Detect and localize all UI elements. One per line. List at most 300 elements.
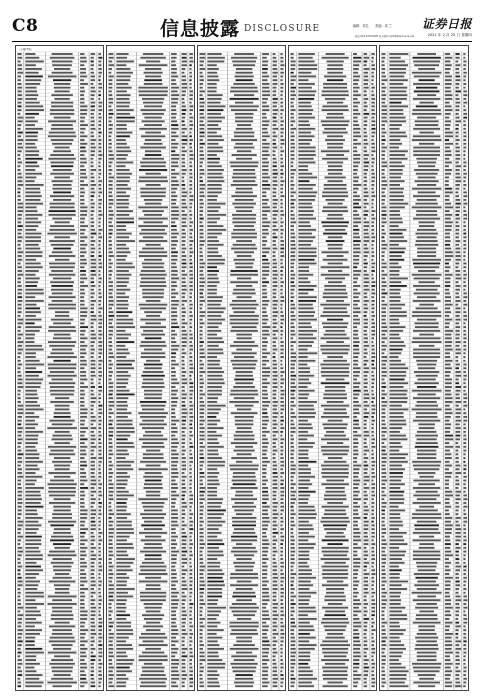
table-cell-text <box>116 334 131 336</box>
table-cell-text <box>142 113 164 115</box>
table-cell-text <box>207 420 220 422</box>
table-cell-text <box>199 90 204 92</box>
table-cell-text <box>262 61 268 63</box>
table-cell-text <box>262 483 266 485</box>
table-column-4 <box>288 45 377 691</box>
table-cell-text <box>108 75 113 77</box>
table-cell-text <box>207 401 217 403</box>
table-cell-text <box>364 266 368 268</box>
table-cell-text <box>389 68 406 70</box>
table-cell-text <box>371 596 373 598</box>
table-cell-text <box>189 349 193 351</box>
table-cell-text <box>364 195 369 197</box>
table-cell-text <box>364 334 368 336</box>
table-cell-text <box>207 199 217 201</box>
table-cell-text <box>321 465 349 467</box>
table-cell-text <box>171 674 179 676</box>
table-cell-text <box>199 221 202 223</box>
table-cell-text <box>54 465 70 467</box>
table-cell-text <box>98 154 102 156</box>
table-cell-text <box>273 102 278 104</box>
table-cell-text <box>91 203 95 205</box>
table-cell-text <box>51 319 73 321</box>
table-cell-text <box>207 147 222 149</box>
table-cell-text <box>353 476 358 478</box>
table-cell-text <box>182 528 185 530</box>
table-cell-text <box>25 603 44 605</box>
table-cell-text <box>290 618 294 620</box>
table-cell-text <box>371 483 375 485</box>
table-cell-text <box>273 124 277 126</box>
table-cell-text <box>273 566 278 568</box>
table-cell-text <box>80 326 88 328</box>
table-cell-text <box>189 498 193 500</box>
table-cell-text <box>322 652 348 654</box>
table-cell-text <box>51 165 73 167</box>
table-cell-text <box>98 416 101 418</box>
table-cell-text <box>143 53 163 55</box>
table-cell-text <box>298 393 309 395</box>
table-cell-text <box>199 322 204 324</box>
table-cell-text <box>49 663 75 665</box>
table-cell-text <box>364 607 367 609</box>
table-cell-text <box>108 360 111 362</box>
table-cell-text <box>328 281 342 283</box>
table-cell-text <box>171 158 179 160</box>
table-cell-text <box>80 266 84 268</box>
table-cell-text <box>171 584 176 586</box>
table-cell-text <box>51 285 73 287</box>
table-cell-text <box>353 352 359 354</box>
table-cell-text <box>273 420 277 422</box>
table-cell-text <box>25 300 44 302</box>
table-cell-text <box>138 412 168 414</box>
table-cell-text <box>50 154 74 156</box>
table-cell-text <box>91 113 94 115</box>
table-cell-text <box>91 83 94 85</box>
table-cell-text <box>353 581 359 583</box>
table-cell-text <box>199 386 203 388</box>
table-cell-text <box>98 495 102 497</box>
table-cell-text <box>232 667 257 669</box>
table-cell-text <box>17 667 20 669</box>
table-cell-text <box>25 199 40 201</box>
table-cell-text <box>230 622 259 624</box>
table-cell-text <box>463 57 465 59</box>
table-cell-text <box>108 117 112 119</box>
table-cell-text <box>364 431 369 433</box>
table-cell-text <box>116 188 131 190</box>
table-cell-text <box>445 124 451 126</box>
table-cell-text <box>298 214 313 216</box>
table-cell-text <box>108 532 113 534</box>
table-cell-text <box>321 382 350 384</box>
table-cell-text <box>171 562 176 564</box>
table-cell-text <box>25 573 39 575</box>
table-cell-text <box>290 412 294 414</box>
table-cell-text <box>199 528 203 530</box>
table-cell-text <box>273 637 276 639</box>
table-cell-text <box>273 278 278 280</box>
table-cell-text <box>353 412 359 414</box>
table-cell-text <box>207 263 224 265</box>
table-cell-text <box>91 165 94 167</box>
table-cell-text <box>207 83 216 85</box>
table-cell-text <box>207 143 218 145</box>
table-cell-text <box>231 536 257 538</box>
table-cell-text <box>323 311 348 313</box>
table-cell-text <box>108 569 112 571</box>
table-cell-text <box>381 94 386 96</box>
table-cell-text <box>171 495 179 497</box>
table-cell-text <box>445 120 451 122</box>
table-cell-text <box>231 539 257 541</box>
table-cell-text <box>273 150 276 152</box>
table-cell-text <box>323 83 347 85</box>
table-cell-text <box>98 296 101 298</box>
table-cell-text <box>290 150 294 152</box>
table-cell-text <box>144 364 163 366</box>
table-cell-text <box>463 102 467 104</box>
table-cell-text <box>327 68 344 70</box>
table-cell-text <box>98 678 102 680</box>
table-cell-text <box>116 539 127 541</box>
table-cell-text <box>146 244 161 246</box>
table-cell-text <box>91 420 96 422</box>
table-cell-text <box>324 285 346 287</box>
table-cell-text <box>80 349 86 351</box>
table-cell-text <box>116 573 126 575</box>
table-cell-text <box>80 315 87 317</box>
table-cell-text <box>231 87 258 89</box>
table-cell-text <box>280 543 283 545</box>
table-cell-text <box>353 292 360 294</box>
table-cell-text <box>207 416 216 418</box>
table-cell-text <box>140 319 166 321</box>
table-cell-text <box>80 150 86 152</box>
table-cell-text <box>182 685 185 687</box>
table-cell-text <box>98 412 102 414</box>
table-cell-text <box>364 390 368 392</box>
table-cell-text <box>17 386 23 388</box>
table-cell-text <box>389 132 405 134</box>
table-cell-text <box>364 352 368 354</box>
table-cell-text <box>445 113 451 115</box>
table-cell-text <box>48 554 77 556</box>
table-cell-text <box>25 236 41 238</box>
table-cell-text <box>199 229 203 231</box>
table-cell-text <box>233 367 256 369</box>
table-cell-text <box>189 670 193 672</box>
table-cell-text <box>80 435 84 437</box>
table-cell-text <box>323 326 347 328</box>
table-cell-text <box>364 184 367 186</box>
table-cell-text <box>139 251 167 253</box>
table-cell-text <box>189 629 191 631</box>
table-cell-text <box>50 524 73 526</box>
table-cell-text <box>364 442 367 444</box>
table-cell-text <box>364 270 367 272</box>
table-cell-text <box>236 158 252 160</box>
table-cell-text <box>353 461 357 463</box>
table-cell-text <box>51 379 72 381</box>
table-cell-text <box>417 94 436 96</box>
table-cell-text <box>262 147 269 149</box>
table-cell-text <box>80 292 85 294</box>
table-cell-text <box>273 461 277 463</box>
table-cell-text <box>322 648 348 650</box>
table-cell-text <box>116 524 132 526</box>
table-cell-text <box>364 446 368 448</box>
table-cell-text <box>91 334 96 336</box>
table-cell-text <box>17 259 22 261</box>
table-cell-text <box>322 468 349 470</box>
table-cell-text <box>364 495 368 497</box>
table-cell-text <box>298 289 313 291</box>
table-cell-text <box>371 53 374 55</box>
table-cell-text <box>273 465 278 467</box>
table-cell-text <box>298 150 315 152</box>
table-cell-text <box>182 390 185 392</box>
table-cell-text <box>273 94 277 96</box>
table-cell-text <box>199 558 203 560</box>
table-cell-text <box>207 364 219 366</box>
table-cell-text <box>91 180 95 182</box>
table-cell-text <box>262 57 267 59</box>
table-cell-text <box>116 330 125 332</box>
table-cell-text <box>116 629 133 631</box>
table-cell-text <box>298 685 314 687</box>
table-cell-text <box>91 431 95 433</box>
table-cell-text <box>353 364 358 366</box>
table-cell-text <box>280 296 284 298</box>
table-cell-text <box>53 150 71 152</box>
table-cell-text <box>371 446 375 448</box>
table-cell-text <box>463 94 467 96</box>
table-cell-text <box>364 300 369 302</box>
table-cell-text <box>262 397 268 399</box>
masthead-logo: 证券日报 <box>421 17 472 31</box>
table-cell-text <box>17 393 20 395</box>
table-cell-text <box>189 554 192 556</box>
table-cell-text <box>455 68 459 70</box>
table-cell-text <box>80 124 88 126</box>
table-cell-text <box>182 588 188 590</box>
table-cell-text <box>371 57 373 59</box>
table-cell-text <box>108 446 112 448</box>
table-cell-text <box>371 581 374 583</box>
table-cell-text <box>298 349 307 351</box>
table-cell-text <box>142 670 164 672</box>
table-cell-text <box>353 416 357 418</box>
table-cell-text <box>455 113 458 115</box>
table-cell-text <box>371 98 375 100</box>
table-cell-text <box>25 319 41 321</box>
table-cell-text <box>25 577 36 579</box>
table-cell-text <box>280 551 283 553</box>
table-cell-text <box>381 124 384 126</box>
table-cell-text <box>235 420 253 422</box>
table-cell-text <box>141 674 166 676</box>
table-cell-text <box>108 678 113 680</box>
table-cell-text <box>139 304 167 306</box>
table-cell-text <box>233 173 256 175</box>
table-cell-text <box>52 644 73 646</box>
table-cell-text <box>55 221 70 223</box>
table-cell-text <box>91 487 95 489</box>
table-cell-text <box>414 75 440 77</box>
table-cell-text <box>298 390 314 392</box>
table-cell-text <box>298 379 309 381</box>
table-cell-text <box>298 408 314 410</box>
table-cell-text <box>98 670 101 672</box>
table-cell-text <box>262 416 268 418</box>
table-cell-text <box>273 75 278 77</box>
table-cell-text <box>171 120 177 122</box>
table-cell-text <box>290 667 294 669</box>
table-cell-text <box>171 427 177 429</box>
table-cell-text <box>17 483 21 485</box>
table-cell-text <box>445 143 453 145</box>
table-cell-text <box>17 330 20 332</box>
table-cell-text <box>230 393 259 395</box>
table-cell-text <box>52 349 72 351</box>
table-cell-text <box>199 195 204 197</box>
table-cell-text <box>53 337 71 339</box>
table-cell-text <box>80 551 86 553</box>
table-cell-text <box>116 184 127 186</box>
table-cell-text <box>171 270 178 272</box>
table-cell-text <box>262 102 267 104</box>
table-cell-text <box>207 618 216 620</box>
table-cell-text <box>445 75 452 77</box>
table-cell-text <box>364 360 369 362</box>
table-cell-text <box>189 326 192 328</box>
table-cell-text <box>108 625 112 627</box>
table-cell-text <box>236 240 252 242</box>
table-cell-text <box>322 584 348 586</box>
table-cell-text <box>298 667 310 669</box>
table-cell-text <box>17 184 23 186</box>
table-cell-text <box>189 263 192 265</box>
table-cell-text <box>54 528 71 530</box>
table-cell-text <box>280 132 283 134</box>
table-cell-text <box>371 184 374 186</box>
table-cell-text <box>80 446 87 448</box>
table-cell-text <box>262 90 270 92</box>
table-cell-text <box>50 480 74 482</box>
table-cell-text <box>389 72 405 74</box>
table-cell-text <box>298 573 312 575</box>
table-cell-text <box>146 300 161 302</box>
table-cell-text <box>323 554 347 556</box>
table-cell-text <box>273 143 277 145</box>
table-cell-text <box>371 685 374 687</box>
table-cell-text <box>323 685 348 687</box>
table-cell-text <box>189 180 192 182</box>
table-cell-text <box>182 558 188 560</box>
table-cell-text <box>273 674 278 676</box>
table-cell-text <box>25 659 36 661</box>
table-cell-text <box>189 105 193 107</box>
table-cell-text <box>199 554 202 556</box>
table-cell-text <box>146 184 161 186</box>
table-cell-text <box>140 147 166 149</box>
table-cell-text <box>116 72 133 74</box>
table-cell-text <box>364 577 368 579</box>
table-cell-text <box>290 461 293 463</box>
table-cell-text <box>371 87 375 89</box>
table-cell-text <box>108 244 112 246</box>
table-cell-text <box>80 68 86 70</box>
table-cell-text <box>463 139 466 141</box>
table-cell-text <box>290 431 295 433</box>
table-cell-text <box>298 610 316 612</box>
table-cell-text <box>144 618 162 620</box>
table-cell-text <box>91 480 97 482</box>
table-cell-text <box>91 150 96 152</box>
table-cell-text <box>371 670 373 672</box>
table-cell-text <box>25 610 40 612</box>
table-cell-text <box>325 229 346 231</box>
table-cell-text <box>364 364 367 366</box>
table-cell-text <box>98 438 100 440</box>
table-cell-text <box>445 98 452 100</box>
table-cell-text <box>17 435 21 437</box>
table-cell-text <box>207 412 218 414</box>
table-cell-text <box>298 435 314 437</box>
table-cell-text <box>234 356 254 358</box>
table-cell-text <box>98 285 100 287</box>
table-cell-text <box>142 292 164 294</box>
table-cell-text <box>138 218 167 220</box>
table-cell-text <box>182 139 188 141</box>
table-cell-text <box>189 438 191 440</box>
table-cell-text <box>182 382 188 384</box>
table-cell-text <box>381 105 386 107</box>
table-cell-text <box>199 446 204 448</box>
table-cell-text <box>280 352 283 354</box>
table-cell-text <box>17 438 22 440</box>
table-cell-text <box>189 401 192 403</box>
table-cell-text <box>389 143 402 145</box>
table-cell-text <box>298 506 314 508</box>
table-cell-text <box>233 292 256 294</box>
table-cell-text <box>280 633 284 635</box>
table-cell-text <box>199 483 203 485</box>
table-cell-text <box>290 397 295 399</box>
table-cell-text <box>80 495 85 497</box>
table-cell-text <box>25 98 37 100</box>
table-cell-text <box>327 633 343 635</box>
table-cell-text <box>108 352 113 354</box>
table-cell-text <box>171 397 178 399</box>
table-cell-text <box>171 124 178 126</box>
table-cell-text <box>25 618 36 620</box>
table-cell-text <box>182 423 186 425</box>
table-cell-text <box>25 569 43 571</box>
table-cell-text <box>207 562 220 564</box>
table-cell-text <box>50 401 74 403</box>
table-cell-text <box>171 596 177 598</box>
table-cell-text <box>323 132 348 134</box>
table-cell-text <box>207 472 219 474</box>
table-cell-text <box>328 263 343 265</box>
table-cell-text <box>273 79 278 81</box>
table-cell-text <box>25 607 37 609</box>
table-cell-text <box>80 573 86 575</box>
table-cell-text <box>371 375 374 377</box>
